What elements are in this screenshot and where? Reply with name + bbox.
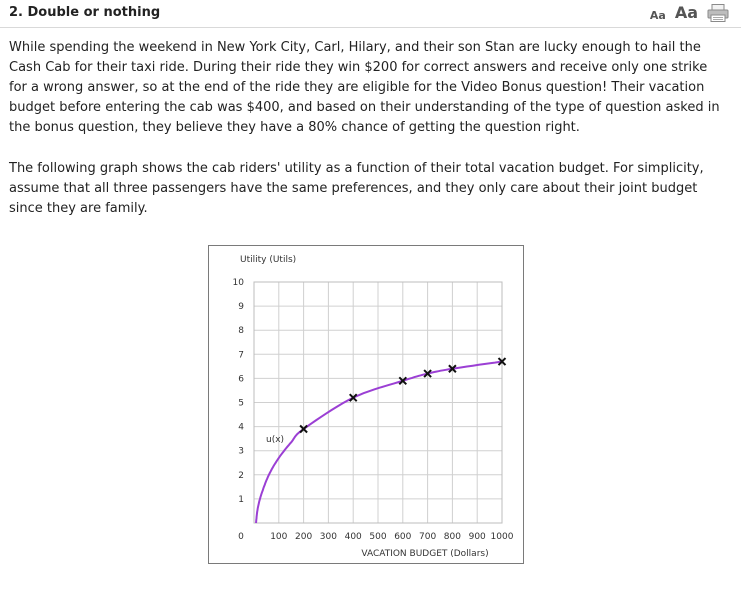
y-tick-label: 9 [238, 302, 244, 313]
graph-description-paragraph: The following graph shows the cab riders' utility as a function of their total vacation budget. For simplicity, assume that all three passengers have the same preferences, and they only care about their joint budget since they are family. [9, 161, 704, 216]
x-tick-label: 600 [394, 532, 412, 542]
header-divider [0, 27, 741, 28]
utility-graph [208, 245, 524, 564]
x-axis-label: VACATION BUDGET (Dollars) [361, 549, 489, 559]
utility-chart-svg [209, 246, 525, 565]
y-tick-label: 7 [238, 350, 244, 361]
question-title-text: Double or nothing [27, 5, 161, 20]
y-tick-label: 5 [238, 398, 244, 409]
y-axis-label: Utility (Utils) [240, 255, 297, 265]
y-tick-label: 1 [238, 494, 244, 505]
y-tick-label: 8 [238, 326, 244, 337]
x-tick-label: 400 [344, 532, 362, 542]
x-tick-label: 700 [419, 532, 437, 542]
x-tick-label: 1000 [490, 532, 514, 542]
text-tools [650, 3, 729, 22]
y-tick-label: 6 [238, 374, 244, 385]
x-tick-label: 900 [468, 532, 486, 542]
printer-icon[interactable] [707, 4, 729, 22]
x-tick-label: 500 [369, 532, 387, 542]
y-tick-label: 4 [238, 422, 244, 433]
x-tick-label: 0 [238, 532, 244, 542]
y-tick-label: 10 [232, 278, 244, 288]
question-title [9, 5, 160, 20]
font-size-large-button[interactable]: Aa [674, 3, 698, 22]
x-tick-label: 100 [270, 532, 288, 542]
font-size-small-button[interactable]: Aa [649, 9, 666, 22]
curve-label: u(x) [266, 435, 285, 446]
question-number: 2. [9, 5, 23, 20]
y-tick-label: 3 [238, 446, 244, 457]
x-tick-label: 200 [295, 532, 313, 542]
x-tick-label: 300 [319, 532, 337, 542]
x-tick-label: 800 [443, 532, 461, 542]
intro-paragraph: While spending the weekend in New York City, Carl, Hilary, and their son Stan are lucky enough to hail the Cash Cab for their taxi ride. During their ride they win $200 for correct answers and receive only one strike for a wrong answer, so at the end of the ride they are eligible for the Video Bonus question! Their vacation budget before entering the cab was $400, and based on their understanding of the type of question asked in the bonus question, they believe they have a 80% chance of getting the question right. [9, 40, 720, 135]
y-tick-label: 2 [238, 470, 244, 481]
